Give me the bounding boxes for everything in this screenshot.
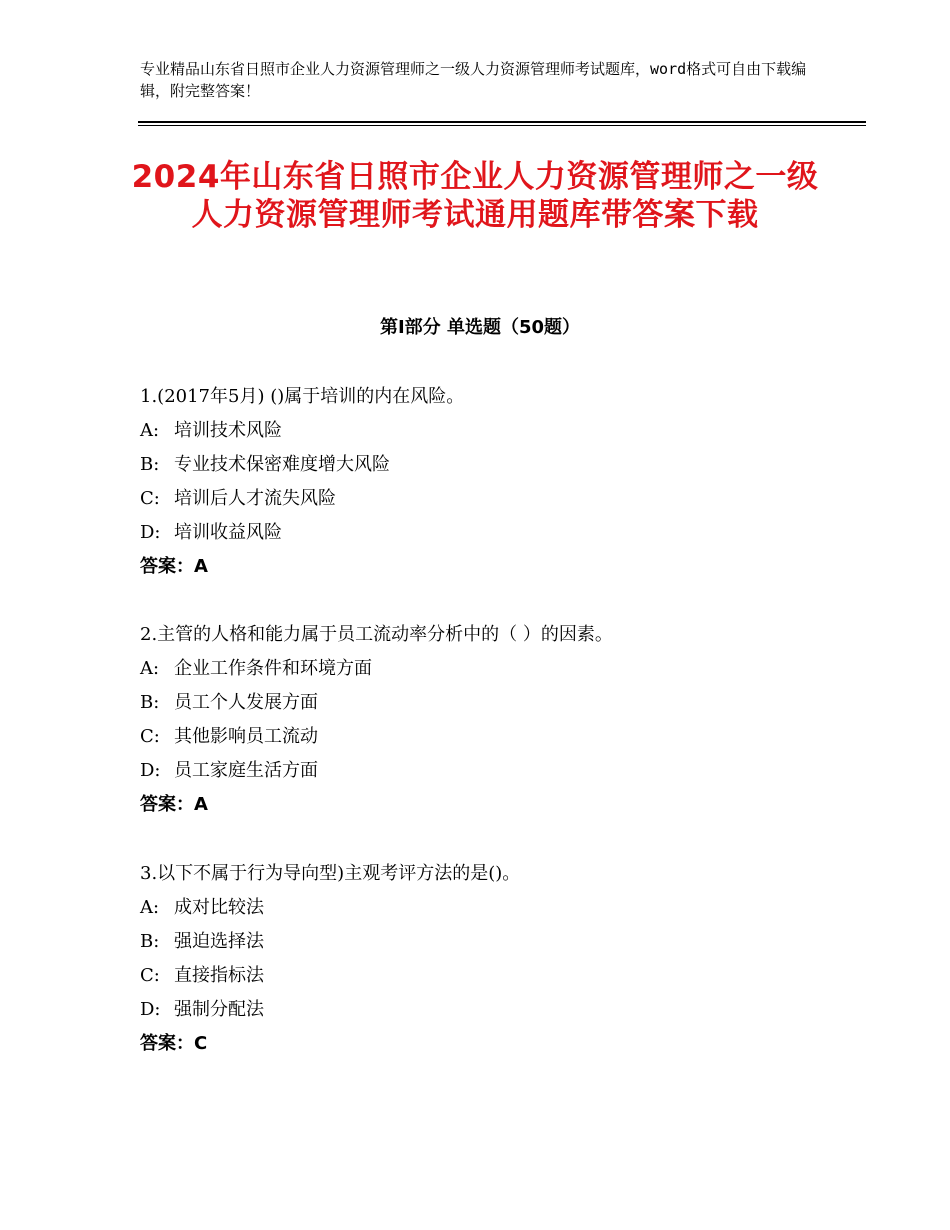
option-letter: B:	[140, 454, 160, 475]
option-b	[140, 925, 840, 959]
option-b	[140, 448, 840, 482]
option-c	[140, 720, 840, 754]
option-text: 强制分配法	[174, 999, 264, 1020]
option-text: 企业工作条件和环境方面	[174, 658, 372, 679]
section-title: 第Ⅰ部分 单选题（50题）	[379, 317, 580, 338]
option-a	[140, 414, 840, 448]
option-text: 直接指标法	[174, 965, 264, 986]
question-stem: 3.以下不属于行为导向型)主观考评方法的是()。	[140, 863, 521, 884]
option-letter: A:	[140, 658, 160, 679]
option-text: 员工家庭生活方面	[174, 760, 318, 781]
question-1	[140, 380, 840, 584]
header-divider-thin	[138, 125, 866, 126]
option-b	[140, 686, 840, 720]
answer-line: 答案：A	[140, 794, 208, 815]
option-letter: D:	[140, 522, 161, 543]
option-letter: C:	[140, 726, 160, 747]
option-letter: C:	[140, 965, 160, 986]
option-letter: C:	[140, 488, 160, 509]
question-3	[140, 857, 840, 1061]
option-d	[140, 516, 840, 550]
answer-line: 答案：C	[140, 1033, 208, 1054]
option-c	[140, 482, 840, 516]
option-a	[140, 652, 840, 686]
option-letter: D:	[140, 760, 161, 781]
option-letter: A:	[140, 897, 160, 918]
option-text: 培训技术风险	[174, 420, 282, 441]
option-text: 专业技术保密难度增大风险	[174, 454, 390, 475]
option-a	[140, 891, 840, 925]
answer-line: 答案：A	[140, 556, 208, 577]
option-text: 成对比较法	[174, 897, 264, 918]
option-text: 培训收益风险	[174, 522, 282, 543]
question-stem: 1.(2017年5月) ()属于培训的内在风险。	[140, 386, 465, 407]
option-d	[140, 754, 840, 788]
option-c	[140, 959, 840, 993]
option-letter: A:	[140, 420, 160, 441]
question-2	[140, 618, 840, 822]
header-divider-thick	[138, 121, 866, 123]
option-d	[140, 993, 840, 1027]
option-letter: D:	[140, 999, 161, 1020]
option-text: 培训后人才流失风险	[174, 488, 336, 509]
question-stem: 2.主管的人格和能力属于员工流动率分析中的（ ）的因素。	[140, 624, 613, 645]
option-letter: B:	[140, 931, 160, 952]
option-letter: B:	[140, 692, 160, 713]
option-text: 员工个人发展方面	[174, 692, 318, 713]
document-title: 2024年山东省日照市企业人力资源管理师之一级人力资源管理师考试通用题库带答案下载	[131, 159, 819, 233]
option-text: 其他影响员工流动	[174, 726, 318, 747]
header-note: 专业精品山东省日照市企业人力资源管理师之一级人力资源管理师考试题库，word格式可自由下载编辑，附完整答案！	[140, 60, 807, 100]
option-text: 强迫选择法	[174, 931, 264, 952]
